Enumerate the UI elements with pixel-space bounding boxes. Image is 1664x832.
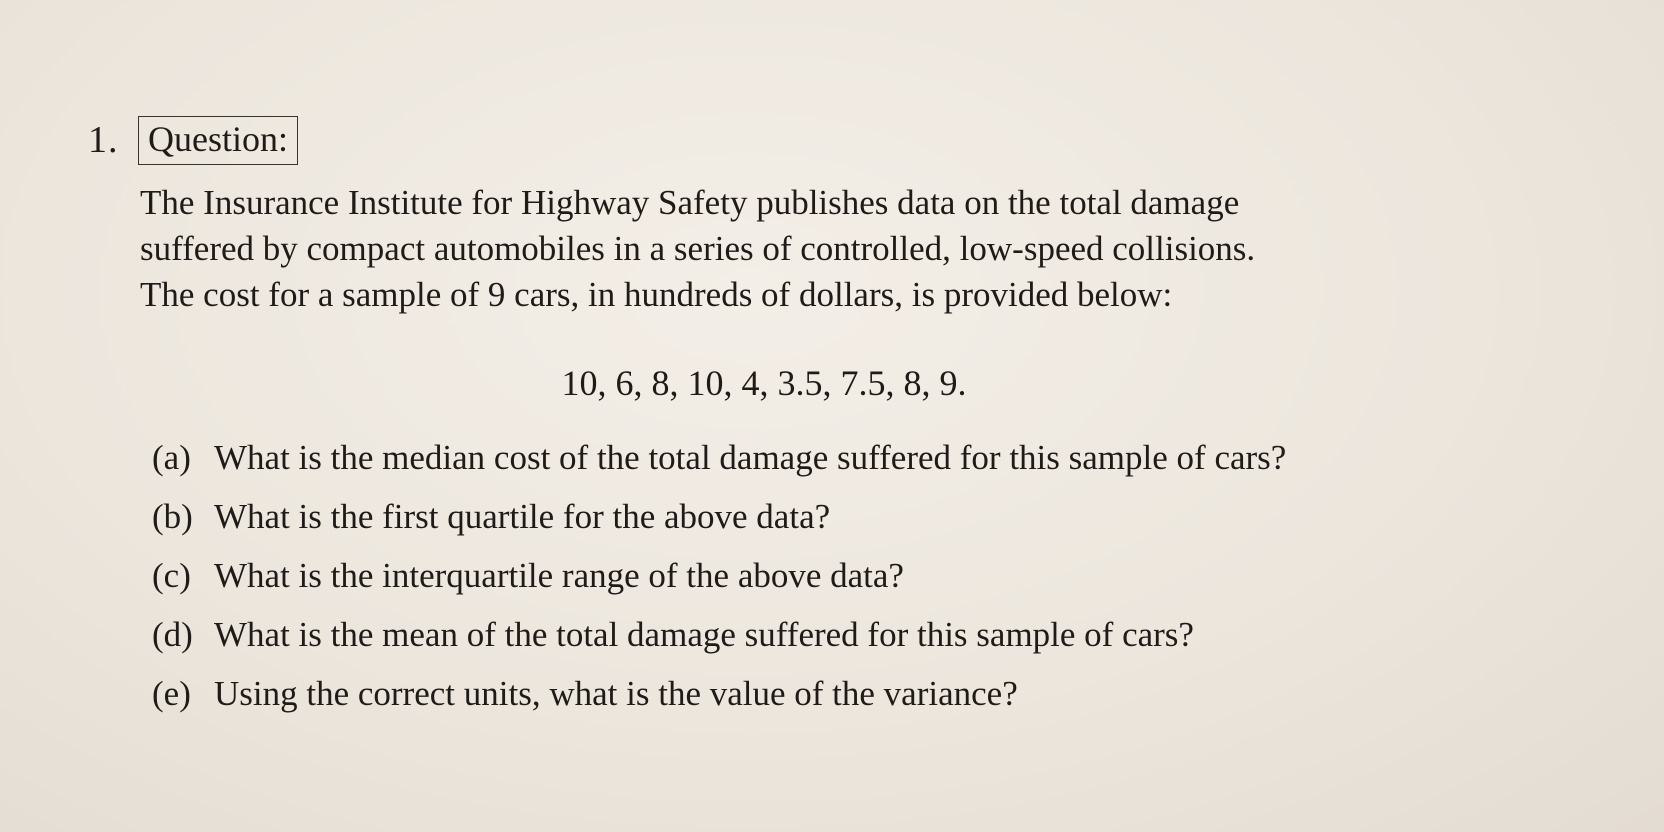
part-text: What is the interquartile range of the above data?	[214, 556, 904, 595]
part-text: Using the correct units, what is the value of the variance?	[214, 674, 1018, 713]
question-part-a	[152, 438, 1632, 497]
part-text: What is the first quartile for the above data?	[214, 497, 831, 536]
part-label: (a)	[152, 438, 191, 477]
paragraph-line: The Insurance Institute for Highway Safety publishes data on the total damage	[140, 183, 1240, 222]
question-parts-list	[152, 438, 1632, 733]
paragraph-line: The cost for a sample of 9 cars, in hundreds of dollars, is provided below:	[140, 275, 1173, 314]
question-label-box: Question:	[138, 116, 298, 165]
part-label: (b)	[152, 497, 193, 536]
part-text: What is the mean of the total damage suffered for this sample of cars?	[214, 615, 1194, 654]
question-part-c	[152, 556, 1632, 615]
question-part-b	[152, 497, 1632, 556]
data-values-text: 10, 6, 8, 10, 4, 3.5, 7.5, 8, 9.	[561, 363, 967, 403]
part-label: (e)	[152, 674, 191, 713]
part-label: (d)	[152, 615, 193, 654]
paragraph-line: suffered by compact automobiles in a series of controlled, low-speed collisions.	[140, 229, 1256, 268]
part-text: What is the median cost of the total damage suffered for this sample of cars?	[214, 438, 1287, 477]
question-part-e	[152, 674, 1632, 733]
question-paragraph	[140, 180, 1540, 318]
question-number: 1.	[88, 119, 119, 161]
part-label: (c)	[152, 556, 191, 595]
question-part-d	[152, 615, 1632, 674]
data-values	[0, 362, 1664, 404]
